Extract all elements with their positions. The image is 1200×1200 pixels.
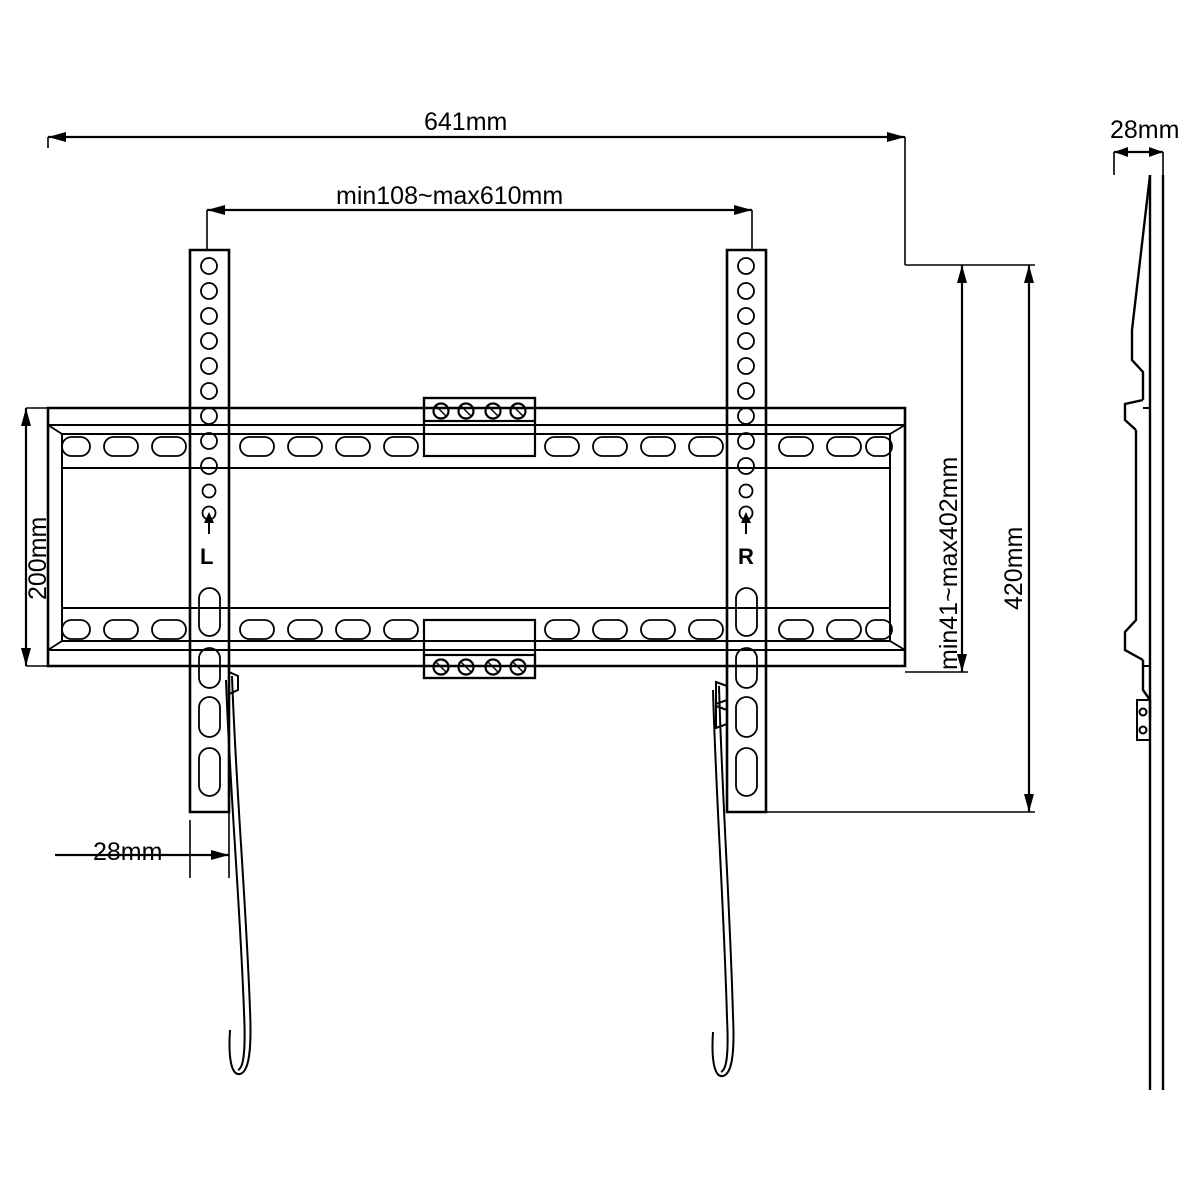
label-vesa-height: min41~max402mm	[935, 456, 963, 670]
label-rail-width: 28mm	[93, 838, 163, 866]
wall-plate-bottom-slots	[62, 620, 892, 639]
side-view-profile	[1125, 175, 1163, 1090]
label-plate-height: 420mm	[1000, 526, 1028, 610]
front-view-wall-plate	[48, 408, 905, 666]
dimension-plate-height	[760, 265, 1035, 812]
right-cord-anchor	[716, 682, 727, 728]
label-overall-height: 200mm	[24, 516, 52, 600]
left-orientation-marker	[204, 512, 214, 534]
wall-plate-top-slots	[62, 437, 892, 456]
right-rail-slots	[736, 588, 757, 796]
right-rail-holes	[738, 258, 754, 520]
left-rail-slots	[199, 588, 220, 796]
left-rail-holes	[201, 258, 217, 520]
label-overall-width: 641mm	[424, 108, 508, 136]
label-vesa-width: min108~max610mm	[336, 182, 564, 210]
right-orientation-marker	[741, 512, 751, 534]
dimension-vesa-width	[207, 205, 752, 250]
dimension-side-depth	[1114, 147, 1163, 175]
label-right-rail-marker: R	[738, 544, 754, 569]
label-left-rail-marker: L	[200, 544, 214, 569]
label-side-depth: 28mm	[1110, 116, 1180, 144]
right-pull-cord	[712, 686, 733, 1076]
